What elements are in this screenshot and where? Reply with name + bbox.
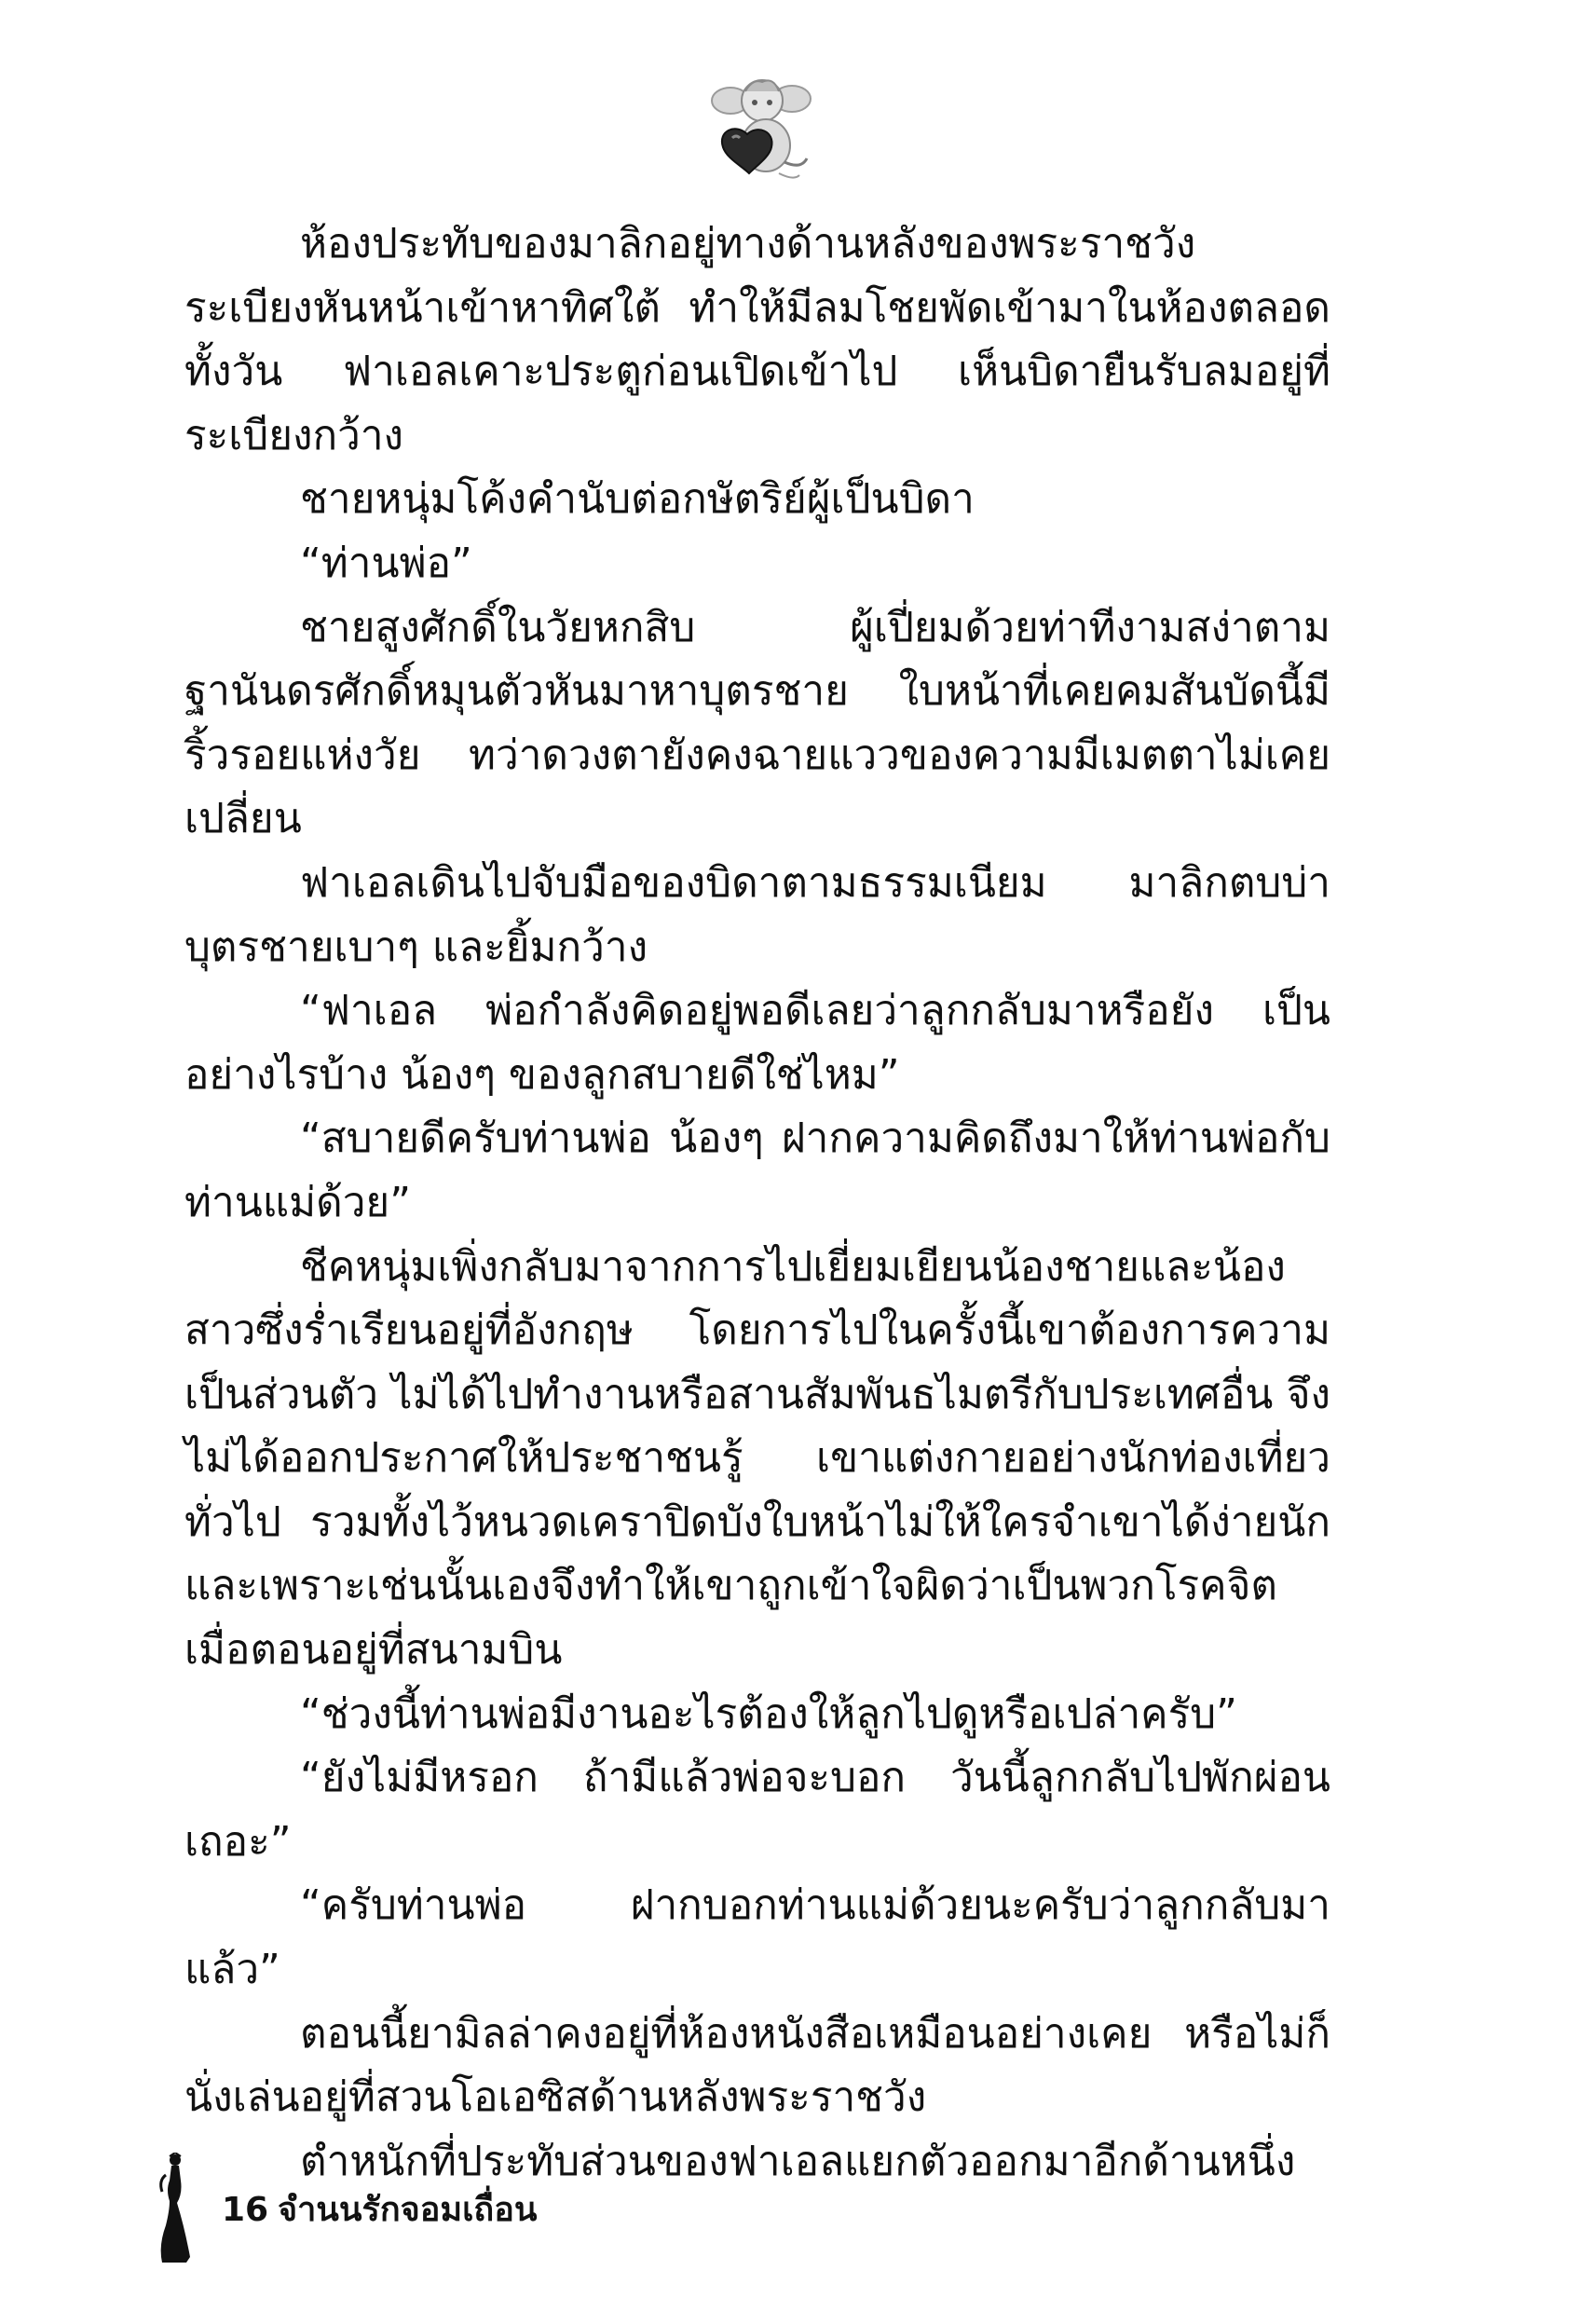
paragraph: “ช่วงนี้ท่านพ่อมีงานอะไรต้องให้ลูกไปดูหรือเปล่าครับ” bbox=[300, 1689, 1237, 1738]
paragraph: ชายสูงศักดิ์ในวัยหกสิบ ผู้เปี่ยมด้วยท่าทีงามสง่าตามฐานันดรศักดิ์หมุนตัวหันมาหาบุตรชาย ใบหน้าที่เคยคมสันบัดนี้มีริ้วรอยแห่งวัย ทว่าดวงตายังคงฉายแววของความมีเมตตาไม่เคยเปลี่ยน bbox=[184, 603, 1330, 843]
paragraph: “ท่านพ่อ” bbox=[300, 539, 472, 587]
page-footer bbox=[149, 2153, 708, 2264]
book-title: จำนนรักจอมเถื่อน bbox=[278, 2191, 538, 2229]
paragraph: “ฟาเอล พ่อกำลังคิดอยู่พอดีเลยว่าลูกกลับมาหรือยัง เป็นอย่างไรบ้าง น้องๆ ของลูกสบายดีใช่ไหม” bbox=[184, 987, 1330, 1099]
paragraph: “สบายดีครับท่านพ่อ น้องๆ ฝากความคิดถึงมาให้ท่านพ่อกับท่านแม่ด้วย” bbox=[184, 1114, 1330, 1226]
woman-silhouette-icon bbox=[149, 2153, 201, 2264]
paragraph: ตำหนักที่ประทับส่วนของฟาเอลแยกตัวออกมาอีกด้านหนึ่ง bbox=[300, 2137, 1296, 2185]
paragraph: ชีคหนุ่มเพิ่งกลับมาจากการไปเยี่ยมเยียนน้องชายและน้องสาวซึ่งร่ำเรียนอยู่ที่อังกฤษ โดยการไปในครั้งนี้เขาต้องการความเป็นส่วนตัว ไม่ได้ไปทำงานหรือสานสัมพันธไมตรีกับประเทศอื่น จึงไม่ได้ออกประกาศให้ประชาชนรู้ เขาแต่งกายอย่างนักท่องเที่ยวทั่วไป รวมทั้งไว้หนวดเคราปิดบังใบหน้าไม่ให้ใครจำเขาได้ง่ายนัก และเพราะเช่นนั้นเองจึงทำให้เขาถูกเข้าใจผิดว่าเป็นพวกโรคจิตเมื่อตอนอยู่ที่สนามบิน bbox=[184, 1242, 1330, 1675]
paragraph: ตอนนี้ยามิลล่าคงอยู่ที่ห้องหนังสือเหมือนอย่างเคย หรือไม่ก็นั่งเล่นอยู่ที่สวนโอเอซิสด้านหลังพระราชวัง bbox=[184, 2009, 1330, 2122]
chapter-body bbox=[184, 212, 1330, 2194]
page-number: 16 bbox=[222, 2191, 269, 2229]
paragraph: ห้องประทับของมาลิกอยู่ทางด้านหลังของพระราชวัง ระเบียงหันหน้าเข้าหาทิศใต้ ทำให้มีลมโชยพัดเข้ามาในห้องตลอดทั้งวัน ฟาเอลเคาะประตูก่อนเปิดเข้าไป เห็นบิดายืนรับลมอยู่ที่ระเบียงกว้าง bbox=[184, 220, 1330, 459]
paragraph: “ครับท่านพ่อ ฝากบอกท่านแม่ด้วยนะครับว่าลูกกลับมาแล้ว” bbox=[184, 1881, 1330, 1994]
paragraph: ชายหนุ่มโค้งคำนับต่อกษัตริย์ผู้เป็นบิดา bbox=[300, 475, 975, 524]
cupid-with-heart-icon bbox=[710, 73, 812, 183]
paragraph: “ยังไม่มีหรอก ถ้ามีแล้วพ่อจะบอก วันนี้ลูกกลับไปพักผ่อนเถอะ” bbox=[184, 1754, 1330, 1866]
paragraph: ฟาเอลเดินไปจับมือของบิดาตามธรรมเนียม มาลิกตบบ่าบุตรชายเบาๆ และยิ้มกว้าง bbox=[184, 858, 1330, 971]
